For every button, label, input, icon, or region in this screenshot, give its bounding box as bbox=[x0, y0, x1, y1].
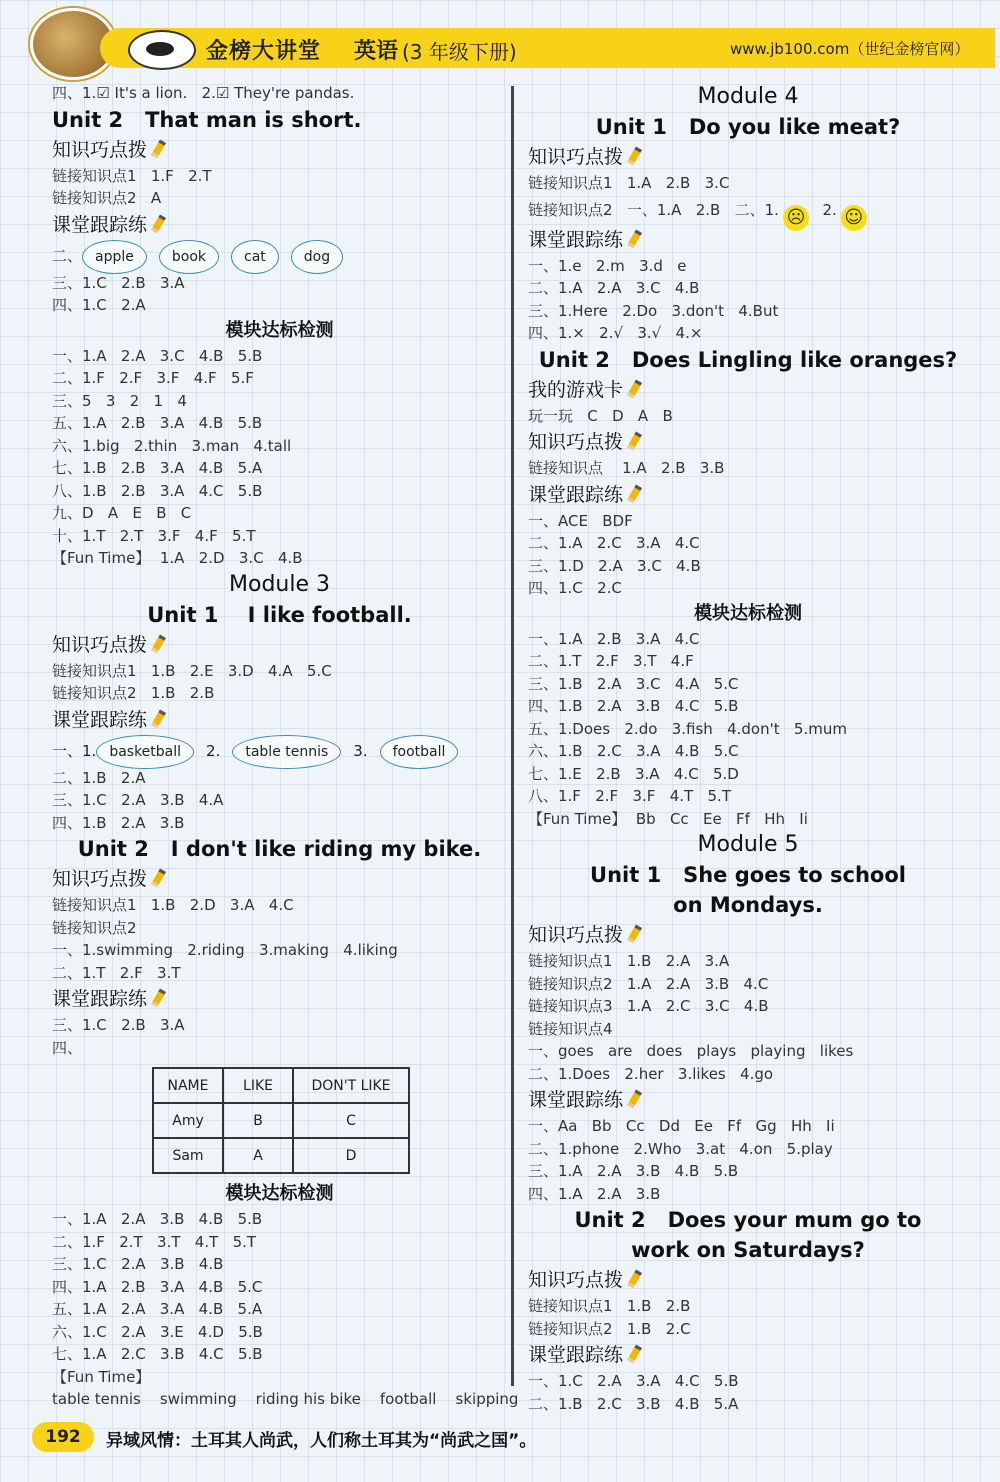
answer-line: table tennis swimming riding his bike football skipping bbox=[52, 1390, 519, 1408]
answer-line: 链接知识点2 1.A 2.A 3.B 4.C bbox=[528, 974, 769, 993]
section-heading bbox=[52, 210, 507, 240]
section-heading bbox=[52, 984, 507, 1014]
answer-line: 链接知识点3 1.A 2.C 3.C 4.B bbox=[528, 997, 769, 1015]
pencil-icon bbox=[151, 709, 166, 728]
answer-line: 链接知识点2 1.B 2.C bbox=[528, 1319, 691, 1338]
table-row bbox=[153, 1138, 409, 1173]
pencil-icon bbox=[627, 431, 642, 450]
section-heading-label: 知识巧点拨 bbox=[52, 868, 148, 890]
answer-line: 七、1.E 2.B 3.A 4.C 5.D bbox=[528, 764, 739, 783]
section-heading-label: 知识巧点拨 bbox=[528, 431, 624, 453]
table-header-cell: NAME bbox=[153, 1068, 223, 1103]
answer-line: 八、1.B 2.B 3.A 4.C 5.B bbox=[52, 481, 263, 500]
answer-line: 链接知识点1 1.B 2.B bbox=[528, 1297, 691, 1315]
answer-line: 链接知识点4 bbox=[528, 1019, 613, 1038]
answer-line: 玩一玩 C D A B bbox=[528, 406, 673, 425]
table-cell: A bbox=[223, 1138, 293, 1173]
unit-title: on Mondays. bbox=[673, 893, 823, 917]
answer-line: 二、1.B 2.C 3.B 4.B 5.A bbox=[528, 1394, 739, 1413]
module-test-heading: 模块达标检测 bbox=[225, 1183, 334, 1204]
table-header-row bbox=[153, 1068, 409, 1103]
circled-words-row bbox=[52, 735, 507, 767]
answer-line: 二、1.A 2.A 3.C 4.B bbox=[528, 279, 700, 297]
section-heading bbox=[528, 1085, 968, 1115]
answer-line: 二、1.F 2.F 3.F 4.F 5.F bbox=[52, 369, 254, 387]
answer-line: 【Fun Time】 Bb Cc Ee Ff Hh Ii bbox=[528, 809, 808, 828]
answer-line: 链接知识点1 1.B 2.D 3.A 4.C bbox=[52, 896, 294, 914]
answer-line: 四、1.☑ It's a lion. 2.☑ They're pandas. bbox=[52, 84, 355, 102]
book-title: 金榜大讲堂 bbox=[206, 39, 322, 64]
table-header-cell: DON'T LIKE bbox=[293, 1068, 409, 1103]
pencil-icon bbox=[627, 484, 642, 503]
unit-title: Unit 1 She goes to school bbox=[590, 863, 906, 887]
answer-line: 链接知识点2 A bbox=[52, 189, 162, 207]
unit-title: Unit 2 Does Lingling like oranges? bbox=[538, 347, 958, 372]
website-link[interactable]: www.jb100.com（世纪金榜官网） bbox=[730, 40, 970, 58]
section-heading-label: 知识巧点拨 bbox=[528, 924, 624, 946]
answer-line: 【Fun Time】 1.A 2.D 3.C 4.B bbox=[52, 549, 303, 567]
table-cell: D bbox=[293, 1138, 409, 1173]
section-heading-label: 课堂跟踪练 bbox=[528, 228, 624, 251]
section-heading bbox=[52, 135, 507, 165]
section-heading bbox=[528, 427, 968, 457]
section-heading bbox=[528, 225, 968, 255]
answer-line: 九、D A E B C bbox=[52, 504, 192, 522]
pencil-icon bbox=[627, 146, 642, 165]
module-test-heading: 模块达标检测 bbox=[225, 319, 334, 341]
smiley-face-icon: ☺ bbox=[841, 205, 867, 231]
table-cell: Sam bbox=[153, 1138, 223, 1173]
section-heading bbox=[528, 920, 968, 950]
section-heading bbox=[528, 142, 968, 172]
answer-line: 一、1.e 2.m 3.d e bbox=[528, 256, 687, 275]
footer-fun-fact: 异域风情：土耳其人尚武，人们称土耳其为“尚武之国”。 bbox=[106, 1431, 537, 1451]
unit-title: Unit 1 I like football. bbox=[147, 602, 412, 627]
table-header-cell: LIKE bbox=[223, 1068, 293, 1103]
answer-line: 八、1.F 2.F 3.F 4.T 5.T bbox=[528, 787, 731, 805]
section-heading bbox=[528, 1265, 968, 1295]
answer-line: 二、1.T 2.F 3.T bbox=[52, 963, 181, 982]
answer-line-with-faces bbox=[528, 195, 968, 228]
pencil-icon bbox=[151, 988, 166, 1007]
answer-line: 三、1.A 2.A 3.B 4.B 5.B bbox=[528, 1162, 739, 1180]
answer-line: 七、1.B 2.B 3.A 4.B 5.A bbox=[52, 459, 263, 477]
table-cell: C bbox=[293, 1103, 409, 1138]
answer-line: 【Fun Time】 bbox=[52, 1367, 151, 1386]
left-column bbox=[52, 82, 519, 1411]
answer-line: 五、1.Does 2.do 3.fish 4.don't 5.mum bbox=[528, 719, 847, 738]
answer-line: 五、1.A 2.A 3.A 4.B 5.A bbox=[52, 1300, 263, 1318]
circled-words-row bbox=[52, 240, 507, 272]
answer-line: 二、1.A 2.C 3.A 4.C bbox=[528, 534, 700, 552]
module-title: Module 3 bbox=[229, 571, 330, 597]
pencil-icon bbox=[627, 1344, 642, 1363]
pencil-icon bbox=[151, 139, 166, 158]
right-column bbox=[528, 82, 968, 1415]
answer-line: 六、1.big 2.thin 3.man 4.tall bbox=[52, 436, 292, 455]
unit-title: Unit 2 Does your mum go to bbox=[574, 1208, 922, 1232]
answer-text: 2. bbox=[812, 200, 837, 219]
pencil-icon bbox=[151, 868, 166, 887]
answer-line: 四、1.A 2.A 3.B bbox=[528, 1184, 661, 1203]
table-cell: Amy bbox=[153, 1103, 223, 1138]
answer-line: 一、1.A 2.A 3.B 4.B 5.B bbox=[52, 1210, 263, 1228]
row-prefix: 一、1. bbox=[52, 741, 97, 760]
brand-eye-icon bbox=[128, 30, 196, 70]
section-heading bbox=[52, 630, 507, 660]
answer-line: 链接知识点1 1.A 2.B 3.C bbox=[528, 174, 730, 192]
page-header bbox=[0, 0, 1000, 80]
answer-line: 四、1.× 2.√ 3.√ 4.× bbox=[528, 324, 703, 342]
module-title: Module 5 bbox=[697, 832, 799, 857]
answer-line: 二、1.F 2.T 3.T 4.T 5.T bbox=[52, 1232, 257, 1251]
circled-word: table tennis bbox=[232, 735, 341, 769]
circled-word: dog bbox=[291, 240, 343, 274]
answer-line: 十、1.T 2.T 3.F 4.F 5.T bbox=[52, 526, 256, 545]
answer-line: 一、goes are does plays playing likes bbox=[528, 1042, 854, 1060]
sad-face-icon: ☹ bbox=[783, 205, 809, 231]
answer-line: 三、1.C 2.A 3.B 4.A bbox=[52, 791, 224, 809]
section-heading bbox=[52, 864, 507, 894]
unit-title: work on Saturdays? bbox=[631, 1238, 865, 1262]
answer-line: 二、1.Does 2.her 3.likes 4.go bbox=[528, 1064, 774, 1083]
answer-line: 三、1.C 2.B 3.A bbox=[52, 273, 185, 292]
answer-line: 四、1.C 2.A bbox=[52, 296, 146, 314]
grade-label: (3 年级下册) bbox=[402, 40, 517, 64]
pencil-icon bbox=[627, 229, 642, 248]
circled-word: cat bbox=[231, 240, 279, 274]
pencil-icon bbox=[627, 924, 642, 943]
circled-word: apple bbox=[82, 240, 147, 274]
section-heading bbox=[528, 1340, 968, 1370]
answer-line: 三、1.B 2.A 3.C 4.A 5.C bbox=[528, 674, 739, 693]
pencil-icon bbox=[151, 214, 166, 233]
answer-line: 一、1.A 2.B 3.A 4.C bbox=[528, 629, 700, 648]
answer-line: 二、1.B 2.A bbox=[52, 768, 146, 787]
answer-line: 一、1.A 2.A 3.C 4.B 5.B bbox=[52, 346, 263, 365]
subject-label: 英语 bbox=[354, 39, 399, 64]
section-heading bbox=[528, 480, 968, 510]
pencil-icon bbox=[627, 379, 642, 398]
answer-line: 链接知识点2 1.B 2.B bbox=[52, 684, 215, 702]
section-heading bbox=[528, 375, 968, 405]
section-heading-label: 知识巧点拨 bbox=[52, 633, 148, 656]
section-heading-label: 我的游戏卡 bbox=[528, 378, 624, 401]
answer-line: 二、1.T 2.F 3.T 4.F bbox=[528, 652, 694, 670]
answer-line: 三、1.C 2.A 3.B 4.B bbox=[52, 1255, 224, 1273]
likes-table bbox=[152, 1067, 410, 1174]
section-heading-label: 课堂跟踪练 bbox=[52, 988, 148, 1010]
section-heading-label: 课堂跟踪练 bbox=[528, 1089, 624, 1111]
answer-line: 链接知识点1 1.F 2.T bbox=[52, 166, 212, 185]
section-heading bbox=[52, 705, 507, 735]
pencil-icon bbox=[151, 634, 166, 653]
section-heading-label: 知识巧点拨 bbox=[528, 1269, 624, 1291]
answer-text: 链接知识点2 一、1.A 2.B 二、1. bbox=[528, 200, 779, 219]
circled-word: football bbox=[380, 735, 459, 769]
answer-line: 二、1.phone 2.Who 3.at 4.on 5.play bbox=[528, 1139, 833, 1158]
answer-line: 四、1.A 2.B 3.A 4.B 5.C bbox=[52, 1277, 263, 1296]
pencil-icon bbox=[627, 1269, 642, 1288]
row-prefix: 二、 bbox=[52, 246, 83, 265]
table-row bbox=[153, 1103, 409, 1138]
item-number: 2. bbox=[206, 741, 221, 760]
answer-line: 链接知识点 1.A 2.B 3.B bbox=[528, 459, 725, 477]
answer-line: 四、1.C 2.C bbox=[528, 579, 622, 597]
section-heading-label: 课堂跟踪练 bbox=[52, 213, 148, 236]
answer-line: 六、1.B 2.C 3.A 4.B 5.C bbox=[528, 742, 739, 760]
answer-line: 三、1.C 2.B 3.A bbox=[52, 1016, 185, 1034]
module-test-heading: 模块达标检测 bbox=[694, 602, 802, 624]
column-divider bbox=[511, 86, 514, 1386]
module-title: Module 4 bbox=[697, 84, 799, 109]
section-heading-label: 课堂跟踪练 bbox=[52, 708, 148, 731]
unit-title: Unit 1 Do you like meat? bbox=[595, 115, 901, 139]
answer-line: 四、 bbox=[52, 1038, 83, 1057]
answer-line: 链接知识点1 1.B 2.A 3.A bbox=[528, 952, 730, 970]
answer-line: 三、5 3 2 1 4 bbox=[52, 391, 187, 410]
answer-line: 一、Aa Bb Cc Dd Ee Ff Gg Hh Ii bbox=[528, 1117, 835, 1135]
answer-line: 六、1.C 2.A 3.E 4.D 5.B bbox=[52, 1322, 263, 1341]
pencil-icon bbox=[627, 1089, 642, 1108]
answer-line: 七、1.A 2.C 3.B 4.C 5.B bbox=[52, 1345, 263, 1363]
unit-title: Unit 2 That man is short. bbox=[52, 107, 362, 132]
answer-line: 三、1.Here 2.Do 3.don't 4.But bbox=[528, 301, 779, 320]
circled-word: book bbox=[159, 240, 219, 274]
circled-word: basketball bbox=[96, 735, 194, 769]
section-heading-label: 课堂跟踪练 bbox=[528, 483, 624, 506]
section-heading-label: 知识巧点拨 bbox=[528, 146, 624, 168]
answer-line: 五、1.A 2.B 3.A 4.B 5.B bbox=[52, 414, 263, 432]
section-heading-label: 课堂跟踪练 bbox=[528, 1344, 624, 1366]
answer-line: 一、ACE BDF bbox=[528, 511, 633, 530]
answer-line: 四、1.B 2.A 3.B 4.C 5.B bbox=[528, 697, 739, 715]
answer-line: 一、1.C 2.A 3.A 4.C 5.B bbox=[528, 1372, 739, 1390]
answer-line: 链接知识点2 bbox=[52, 918, 137, 937]
answer-line: 三、1.D 2.A 3.C 4.B bbox=[528, 556, 701, 575]
section-heading-label: 知识巧点拨 bbox=[52, 138, 148, 161]
table-cell: B bbox=[223, 1103, 293, 1138]
item-number: 3. bbox=[353, 741, 368, 760]
answer-line: 四、1.B 2.A 3.B bbox=[52, 813, 185, 832]
page-number: 192 bbox=[32, 1422, 94, 1452]
unit-title: Unit 2 I don't like riding my bike. bbox=[77, 837, 482, 861]
answer-line: 一、1.swimming 2.riding 3.making 4.liking bbox=[52, 941, 398, 959]
page-footer bbox=[0, 1418, 1000, 1458]
answer-line: 链接知识点1 1.B 2.E 3.D 4.A 5.C bbox=[52, 661, 332, 680]
